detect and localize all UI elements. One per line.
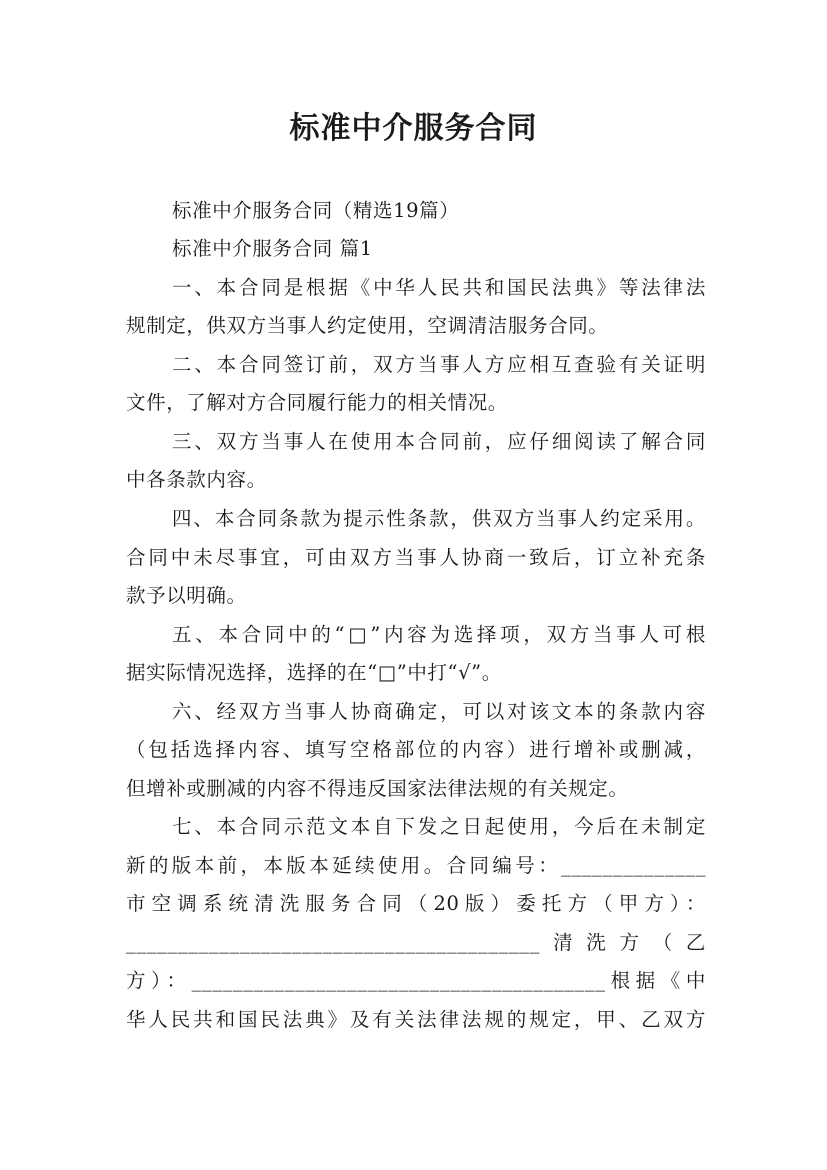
- paragraph-line: 三、双方当事人在使用本合同前，应仔细阅读了解合同: [172, 430, 706, 453]
- paragraph-line: 四、本合同条款为提示性条款，供双方当事人约定采用。: [172, 507, 706, 530]
- document-title: 标准中介服务合同: [289, 111, 538, 146]
- paragraph-line: 但增补或删减的内容不得违反国家法律法规的有关规定。: [126, 777, 629, 800]
- paragraph-line: 市空调系统清洗服务合同（20版）委托方（甲方）：: [126, 892, 706, 915]
- paragraph-line: 文件，了解对方合同履行能力的相关情况。: [126, 391, 508, 414]
- paragraph-line: 方）：________________________________________根据《中: [126, 969, 706, 992]
- paragraph-line: 据实际情况选择，选择的在“□”中打“√”。: [126, 661, 502, 684]
- paragraph-line: 规制定，供双方当事人约定使用，空调清洁服务合同。: [126, 314, 609, 337]
- paragraph-line: 一、本合同是根据《中华人民共和国民法典》等法律法: [172, 276, 706, 299]
- paragraph-line: 款予以明确。: [126, 584, 247, 607]
- paragraph-line: 新的版本前，本版本延续使用。合同编号：______________: [126, 854, 706, 877]
- paragraph-line: 五、本合同中的“□”内容为选择项，双方当事人可根: [172, 623, 706, 646]
- section-heading: 标准中介服务合同 篇1: [172, 237, 373, 260]
- paragraph-line: 六、经双方当事人协商确定，可以对该文本的条款内容: [172, 700, 706, 723]
- paragraph-line: 七、本合同示范文本自下发之日起使用，今后在未制定: [172, 815, 706, 838]
- paragraph-line: （包括选择内容、填写空格部位的内容）进行增补或删减，: [126, 738, 706, 761]
- paragraph-line: 华人民共和国民法典》及有关法律法规的规定，甲、乙双方: [126, 1008, 706, 1031]
- subtitle-line: 标准中介服务合同（精选19篇）: [172, 199, 460, 222]
- paragraph-line: ________________________________________清洗方（乙: [126, 931, 706, 954]
- paragraph-line: 二、本合同签订前，双方当事人方应相互查验有关证明: [172, 353, 706, 376]
- paragraph-line: 合同中未尽事宜，可由双方当事人协商一致后，订立补充条: [126, 546, 706, 569]
- paragraph-line: 中各条款内容。: [126, 468, 267, 491]
